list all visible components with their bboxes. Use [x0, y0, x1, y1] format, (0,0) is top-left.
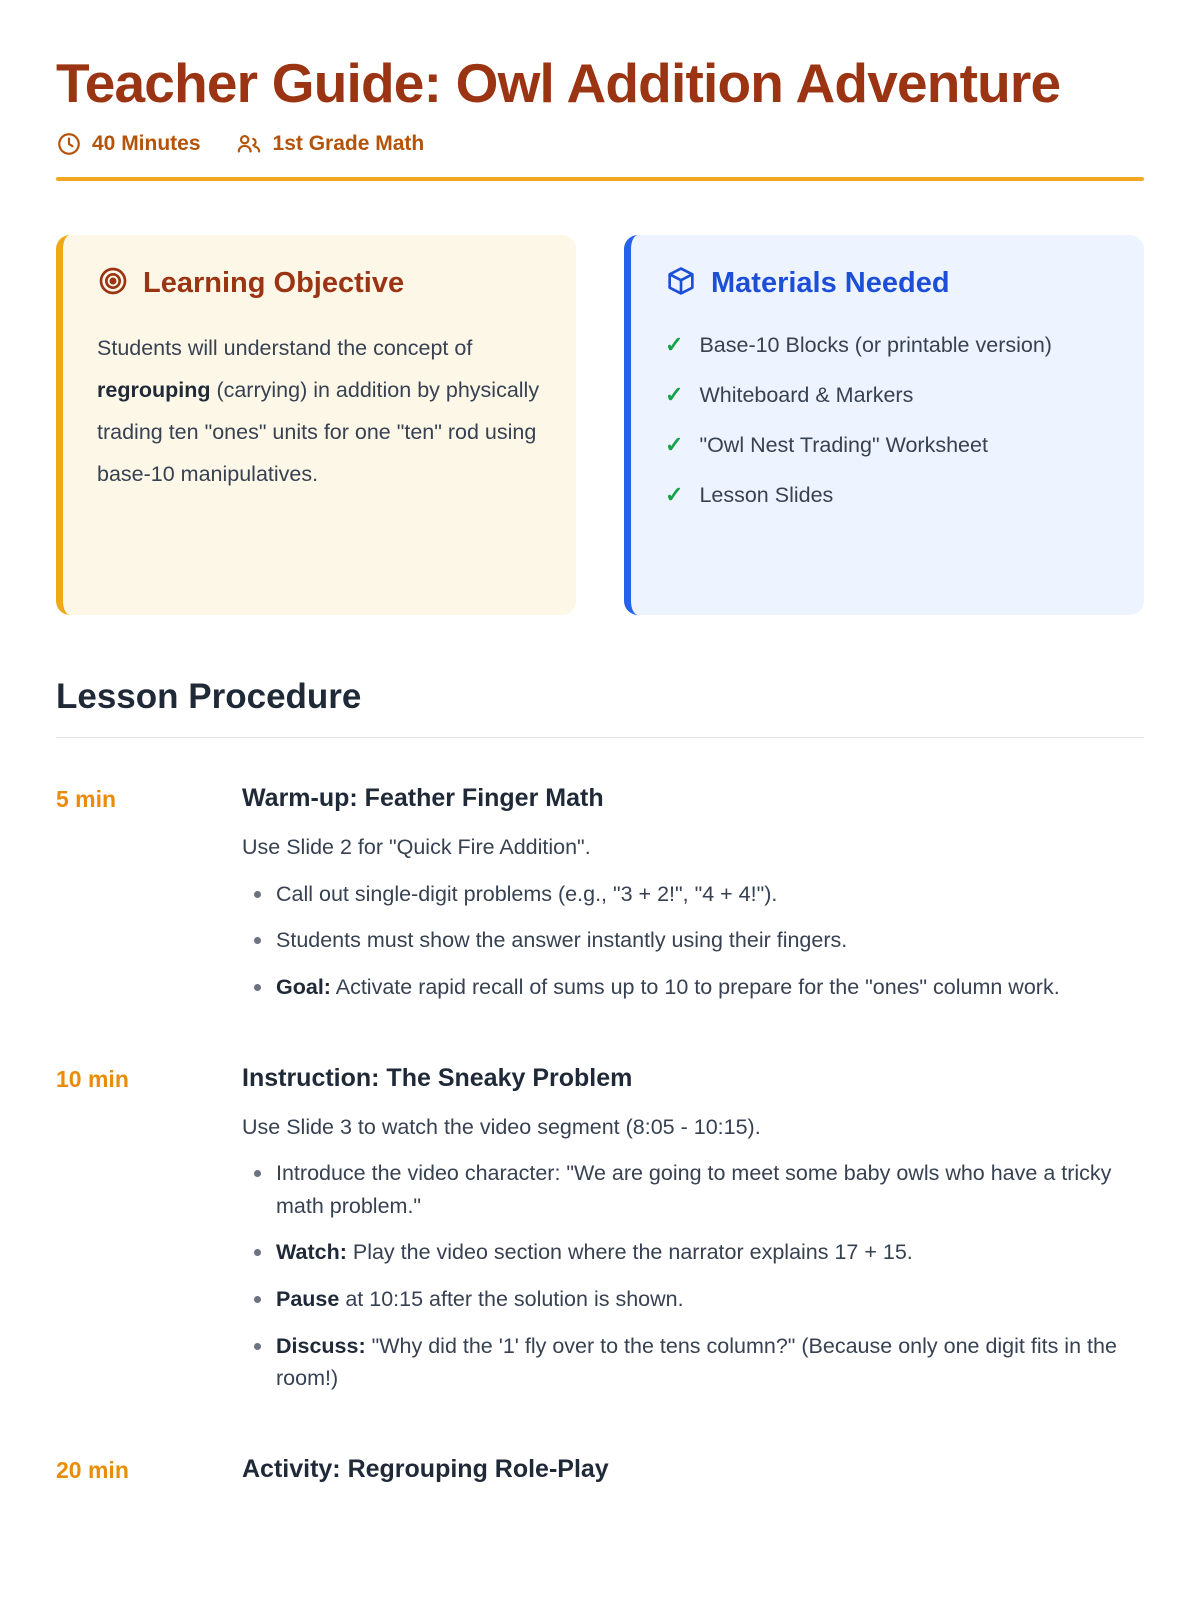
list-item: [665, 378, 1112, 413]
bullet-text: Call out single-digit problems (e.g., "3 + 2!", "4 + 4!").: [276, 881, 778, 906]
list-item: [242, 1157, 1144, 1222]
list-item: [242, 924, 1144, 957]
bullet-text: at 10:15 after the solution is shown.: [339, 1286, 684, 1311]
step-duration: 10 min: [56, 1065, 129, 1092]
bullet-bold: Discuss:: [276, 1333, 366, 1358]
material-label: Lesson Slides: [699, 482, 834, 507]
lesson-procedure-heading: Lesson Procedure: [56, 677, 362, 717]
page-title: Teacher Guide: Owl Addition Adventure: [56, 52, 1061, 114]
check-icon: ✓: [665, 382, 684, 408]
bullet-text: Introduce the video character: "We are going to meet some baby owls who have a tricky math problem.": [276, 1160, 1112, 1218]
target-icon: [97, 265, 129, 302]
bullet-bold: Watch:: [276, 1240, 347, 1265]
learning-objective-text: [97, 328, 544, 496]
list-item: [242, 1283, 1144, 1316]
section-divider: [56, 737, 1144, 738]
learning-objective-card: [56, 235, 576, 615]
material-label: Base-10 Blocks (or printable version): [699, 333, 1052, 358]
header-divider: [56, 177, 1144, 181]
step-title: Activity: Regrouping Role-Play: [242, 1454, 609, 1483]
document-header: [56, 54, 1144, 181]
procedure-step: [56, 1455, 1144, 1502]
objective-text-part2: (carrying) in addition by physically trading ten "ones" units for one "ten" rod using base-10 manipulatives.: [97, 378, 540, 487]
objective-text-bold: regrouping: [97, 378, 211, 403]
users-icon: [235, 131, 263, 157]
material-label: "Owl Nest Trading" Worksheet: [699, 433, 988, 458]
procedure-step: [56, 784, 1144, 1017]
step-lead-text: Use Slide 2 for "Quick Fire Addition".: [242, 835, 591, 860]
step-content: [242, 784, 1144, 1017]
materials-needed-card: [624, 235, 1144, 615]
clock-icon: [56, 131, 82, 157]
step-lead-text: Use Slide 3 to watch the video segment (8:05 - 10:15).: [242, 1114, 761, 1139]
step-title: Instruction: The Sneaky Problem: [242, 1063, 633, 1092]
list-item: [242, 878, 1144, 911]
duration-meta: [56, 131, 201, 157]
audience-meta: [235, 131, 425, 157]
step-duration: 20 min: [56, 1456, 129, 1483]
materials-list: [665, 328, 1112, 512]
step-bullet-list: [242, 878, 1144, 1004]
check-icon: ✓: [665, 432, 684, 458]
audience-label: 1st Grade Math: [272, 132, 425, 156]
list-item: [665, 328, 1112, 363]
procedure-step: [56, 1064, 1144, 1409]
list-item: [242, 971, 1144, 1004]
check-icon: ✓: [665, 481, 684, 507]
materials-needed-title: Materials Needed: [711, 267, 950, 300]
materials-needed-header: [665, 265, 1112, 302]
bullet-bold: Pause: [276, 1286, 340, 1311]
list-item: [665, 428, 1112, 463]
bullet-text: Students must show the answer instantly using their fingers.: [276, 928, 848, 953]
bullet-text: "Why did the '1' fly over to the tens column?" (Because only one digit fits in the room!): [276, 1333, 1117, 1391]
step-duration: 5 min: [56, 786, 117, 813]
step-content: [242, 1064, 1144, 1409]
step-bullet-list: [242, 1157, 1144, 1395]
list-item: [242, 1236, 1144, 1269]
procedure-steps: [56, 784, 1144, 1502]
bullet-bold: Goal:: [276, 974, 331, 999]
material-label: Whiteboard & Markers: [699, 383, 914, 408]
bullet-text: Activate rapid recall of sums up to 10 to prepare for the "ones" column work.: [330, 974, 1060, 999]
bullet-text: Play the video section where the narrator explains 17 + 15.: [346, 1240, 913, 1265]
box-icon: [665, 265, 697, 302]
document-meta: [56, 131, 1144, 157]
duration-label: 40 Minutes: [92, 132, 201, 156]
check-icon: ✓: [665, 332, 684, 358]
info-cards: [56, 235, 1144, 615]
step-content: [242, 1455, 1144, 1502]
objective-text-part1: Students will understand the concept of: [97, 336, 473, 361]
learning-objective-header: [97, 265, 544, 302]
step-title: Warm-up: Feather Finger Math: [242, 784, 604, 813]
list-item: [242, 1330, 1144, 1395]
list-item: [665, 478, 1112, 513]
learning-objective-title: Learning Objective: [143, 267, 405, 300]
